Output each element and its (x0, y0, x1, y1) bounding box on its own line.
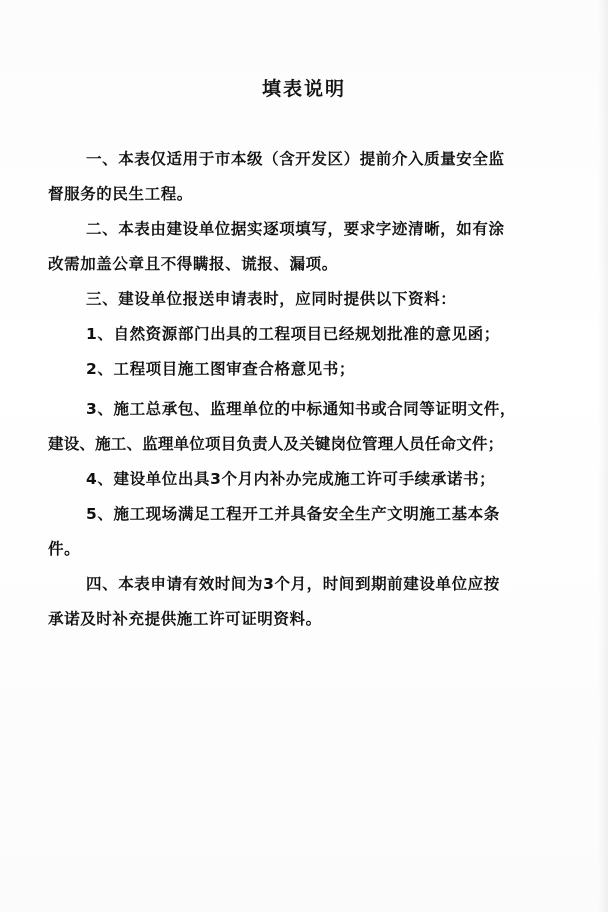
paragraph-line: 5、施工现场满足工程开工并具备安全生产文明施工基本条 (86, 505, 500, 523)
paragraph-line: 督服务的民生工程。 (48, 185, 193, 203)
paragraph-1 (48, 142, 556, 212)
list-item-2 (86, 352, 556, 387)
paragraph-line: 3、施工总承包、监理单位的中标通知书或合同等证明文件， (86, 400, 516, 418)
paragraph-line: 三、建设单位报送申请表时，应同时提供以下资料： (86, 290, 457, 308)
paragraph-line: 2、工程项目施工图审查合格意见书； (86, 360, 355, 378)
paragraph-line: 1、自然资源部门出具的工程项目已经规划批准的意见函； (86, 325, 500, 343)
paragraph-3 (86, 282, 556, 317)
paragraph-line: 二、本表由建设单位据实逐项填写，要求字迹清晰，如有涂 (86, 220, 505, 238)
page-edge-shadow (598, 0, 608, 912)
list-item-5 (48, 497, 556, 567)
paragraph-line: 建设、施工、监理单位项目负责人及关键岗位管理人员任命文件； (48, 435, 504, 453)
paragraph-line: 件。 (48, 540, 81, 558)
paragraph-line: 承诺及时补充提供施工许可证明资料。 (48, 610, 322, 628)
paragraph-4 (48, 567, 556, 637)
list-item-3 (48, 392, 556, 462)
paragraph-line: 4、建设单位出具3个月内补办完成施工许可手续承诺书； (86, 470, 496, 488)
list-item-1 (86, 317, 556, 352)
list-item-4 (86, 462, 556, 497)
paragraph-line: 四、本表申请有效时间为3个月，时间到期前建设单位应按 (86, 575, 500, 593)
paragraph-line: 一、本表仅适用于市本级（含开发区）提前介入质量安全监 (86, 150, 505, 168)
paragraph-line: 改需加盖公章且不得瞒报、谎报、漏项。 (48, 255, 338, 273)
page-title: 填表说明 (261, 78, 346, 100)
paragraph-2 (48, 212, 556, 282)
